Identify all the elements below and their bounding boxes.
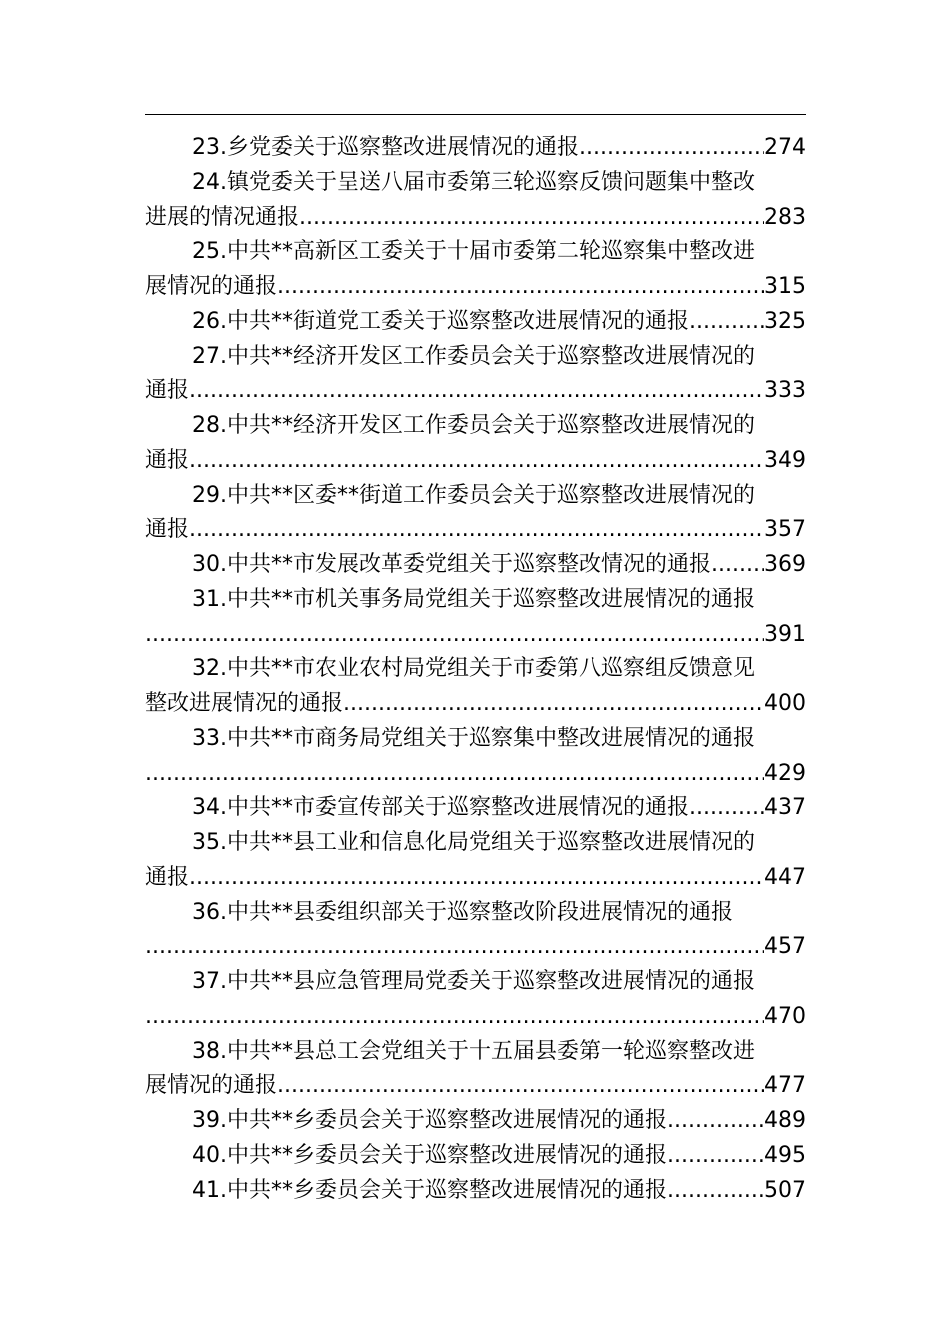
toc-entry-title: 进展的情况通报 — [145, 204, 300, 230]
toc-entry-title: 36.中共**县委组织部关于巡察整改阶段进展情况的通报 — [192, 899, 733, 925]
toc-entry-line — [145, 687, 806, 722]
dot-leader — [145, 618, 764, 653]
toc-entry-line — [145, 757, 806, 792]
toc-entry[interactable] — [145, 340, 806, 410]
toc-entry-line — [145, 513, 806, 548]
toc-entry-title: 23.乡党委关于巡察整改进展情况的通报 — [192, 135, 579, 160]
toc-entry-title: 32.中共**市农业农村局党组关于市委第八巡察组反馈意见 — [192, 656, 755, 682]
toc-entry-title: 26.中共**街道党工委关于巡察整改进展情况的通报 — [192, 308, 689, 334]
toc-entry-line — [145, 826, 806, 861]
toc-entry-title: 30.中共**市发展改革委党组关于巡察整改情况的通报 — [192, 552, 711, 577]
dot-leader — [667, 1104, 764, 1139]
toc-page-number: 457 — [764, 934, 806, 960]
toc-entry-line — [145, 1035, 806, 1070]
toc-page-number: 349 — [764, 447, 806, 473]
toc-entry[interactable] — [145, 479, 806, 549]
toc-page-number: 369 — [764, 552, 806, 577]
dot-leader — [189, 374, 764, 409]
toc-page-number: 447 — [764, 864, 806, 890]
toc-entry-title: 整改进展情况的通报 — [145, 691, 344, 716]
toc-page-number: 507 — [764, 1177, 806, 1203]
toc-entry-title: 38.中共**县总工会党组关于十五届县委第一轮巡察整改进 — [192, 1038, 755, 1064]
toc-entry-title: 展情况的通报 — [145, 274, 278, 299]
dot-leader — [189, 444, 764, 479]
toc-entry-line — [145, 1174, 806, 1209]
toc-entry-line — [145, 235, 806, 270]
toc-entry[interactable] — [145, 305, 806, 340]
toc-entry-title: 35.中共**县工业和信息化局党组关于巡察整改进展情况的 — [192, 830, 755, 855]
toc-entry-title: 通报 — [145, 378, 190, 404]
toc-entry-title: 37.中共**县应急管理局党委关于巡察整改进展情况的通报 — [192, 969, 755, 994]
toc-entry-line — [145, 618, 806, 653]
toc-entry[interactable] — [145, 131, 806, 166]
toc-page-number: 495 — [764, 1142, 806, 1168]
toc-page-number: 470 — [764, 1003, 806, 1029]
toc-entry-line — [145, 201, 806, 236]
toc-entry[interactable] — [145, 409, 806, 479]
toc-entry[interactable] — [145, 166, 806, 236]
toc-entry-line — [145, 409, 806, 444]
toc-entry-title: 40.中共**乡委员会关于巡察整改进展情况的通报 — [192, 1142, 667, 1168]
toc-entry-line — [145, 1104, 806, 1139]
toc-page-number: 325 — [764, 308, 806, 334]
toc-entry[interactable] — [145, 791, 806, 826]
toc-entry-title: 通报 — [145, 864, 190, 890]
toc-page-number: 357 — [764, 517, 806, 543]
toc-entry[interactable] — [145, 235, 806, 305]
toc-entry[interactable] — [145, 722, 806, 792]
toc-entry[interactable] — [145, 1174, 806, 1209]
toc-entry-line — [145, 583, 806, 618]
toc-page-number: 400 — [764, 691, 806, 716]
toc-entry-line — [145, 930, 806, 965]
toc-entry-title: 41.中共**乡委员会关于巡察整改进展情况的通报 — [192, 1177, 667, 1203]
toc-entry-line — [145, 166, 806, 201]
toc-entry-line — [145, 722, 806, 757]
toc-page-number: 333 — [764, 378, 806, 404]
toc-page-number: 274 — [764, 135, 806, 160]
dot-leader — [145, 757, 764, 792]
dot-leader — [689, 305, 764, 340]
dot-leader — [145, 930, 764, 965]
toc-entry-line — [145, 965, 806, 1000]
dot-leader — [667, 1139, 764, 1174]
dot-leader — [277, 1069, 764, 1104]
toc-entry-title: 34.中共**市委宣传部关于巡察整改进展情况的通报 — [192, 795, 689, 821]
toc-entry[interactable] — [145, 1104, 806, 1139]
toc-entry-title: 通报 — [145, 517, 190, 543]
toc-entry-line — [145, 652, 806, 687]
toc-entry[interactable] — [145, 965, 806, 1035]
toc-entry-line — [145, 444, 806, 479]
toc-page-number: 391 — [764, 621, 806, 647]
table-of-contents — [145, 131, 806, 1208]
toc-page-number: 315 — [764, 274, 806, 299]
toc-entry-line — [145, 791, 806, 826]
dot-leader — [579, 131, 764, 166]
toc-entry-title: 29.中共**区委**街道工作委员会关于巡察整改进展情况的 — [192, 482, 755, 508]
toc-entry[interactable] — [145, 548, 806, 583]
dot-leader — [711, 548, 764, 583]
toc-entry-line — [145, 131, 806, 166]
toc-entry-title: 33.中共**市商务局党组关于巡察集中整改进展情况的通报 — [192, 725, 755, 751]
toc-entry-line — [145, 340, 806, 375]
dot-leader — [343, 687, 764, 722]
toc-entry[interactable] — [145, 1139, 806, 1174]
toc-entry-title: 25.中共**高新区工委关于十届市委第二轮巡察集中整改进 — [192, 239, 755, 265]
header-rule — [145, 114, 806, 115]
toc-page-number: 477 — [764, 1073, 806, 1099]
toc-entry-line — [145, 1069, 806, 1104]
toc-entry-title: 28.中共**经济开发区工作委员会关于巡察整改进展情况的 — [192, 413, 755, 438]
toc-entry[interactable] — [145, 896, 806, 966]
toc-page-number: 283 — [764, 204, 806, 230]
toc-entry-line — [145, 305, 806, 340]
toc-entry-line — [145, 374, 806, 409]
dot-leader — [277, 270, 764, 305]
dot-leader — [189, 861, 764, 896]
toc-entry-title: 通报 — [145, 447, 190, 473]
toc-entry[interactable] — [145, 583, 806, 653]
toc-entry[interactable] — [145, 826, 806, 896]
toc-entry-title: 展情况的通报 — [145, 1073, 278, 1099]
toc-entry-title: 31.中共**市机关事务局党组关于巡察整改进展情况的通报 — [192, 586, 755, 612]
toc-entry-line — [145, 270, 806, 305]
toc-entry-line — [145, 896, 806, 931]
toc-page-number: 489 — [764, 1108, 806, 1133]
toc-entry-line — [145, 1139, 806, 1174]
dot-leader — [145, 1000, 764, 1035]
toc-entry[interactable] — [145, 652, 806, 722]
toc-entry-title: 39.中共**乡委员会关于巡察整改进展情况的通报 — [192, 1108, 667, 1133]
dot-leader — [689, 791, 764, 826]
dot-leader — [667, 1174, 764, 1209]
dot-leader — [189, 513, 764, 548]
toc-entry[interactable] — [145, 1035, 806, 1105]
toc-page-number: 429 — [764, 760, 806, 786]
toc-entry-line — [145, 861, 806, 896]
toc-entry-title: 27.中共**经济开发区工作委员会关于巡察整改进展情况的 — [192, 343, 755, 369]
dot-leader — [299, 201, 764, 236]
toc-page-number: 437 — [764, 795, 806, 821]
toc-entry-line — [145, 548, 806, 583]
toc-entry-title: 24.镇党委关于呈送八届市委第三轮巡察反馈问题集中整改 — [192, 169, 755, 195]
toc-entry-line — [145, 479, 806, 514]
toc-entry-line — [145, 1000, 806, 1035]
